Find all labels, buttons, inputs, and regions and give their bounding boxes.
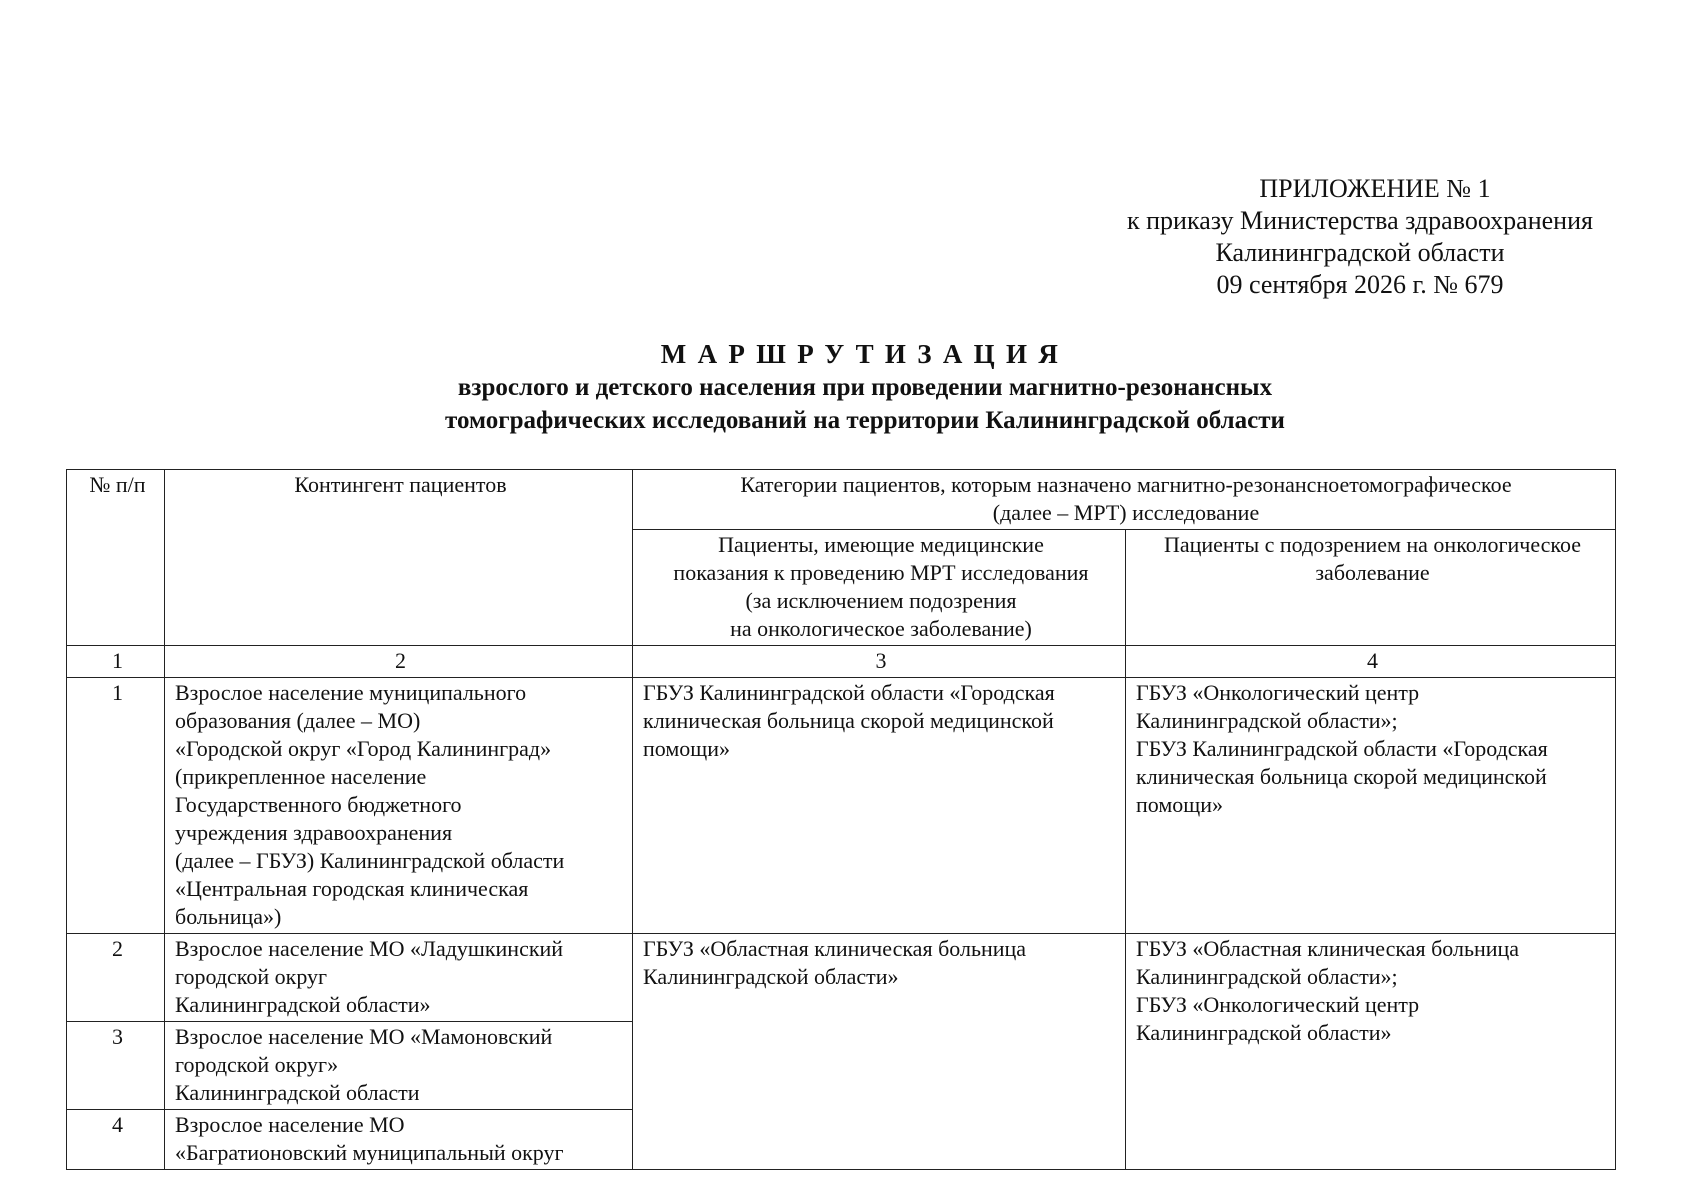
cell-line: Калининградской области»: [1136, 1020, 1392, 1045]
cell-line: помощи»: [1136, 792, 1223, 817]
header-line: показания к проведению МРТ исследования: [673, 560, 1089, 585]
table-row: [67, 678, 1616, 934]
table-header-row: [67, 470, 1616, 530]
header-number: № п/п: [67, 470, 165, 646]
cell-line: «Городской округ «Город Калининград»: [175, 736, 552, 761]
column-number: 4: [1126, 646, 1616, 678]
cell-line: ГБУЗ Калининградской области «Городская: [1136, 736, 1548, 761]
cell-line: Взрослое население МО «Ладушкинский: [175, 936, 564, 961]
cell-line: Калининградской области»;: [1136, 708, 1398, 733]
cell-line: больница»): [175, 904, 282, 929]
header-oncology-suspect: [1126, 530, 1616, 646]
table-row: [67, 934, 1616, 1022]
routing-table: [66, 469, 1616, 1170]
cell-line: Калининградской области»: [175, 992, 431, 1017]
header-line: на онкологическое заболевание): [730, 616, 1032, 641]
cell-line: Калининградской области»;: [1136, 964, 1398, 989]
cell-line: Взрослое население МО: [175, 1112, 405, 1137]
cell-line: образования (далее – МО): [175, 708, 421, 733]
header-categories: [633, 470, 1616, 530]
cell-line: ГБУЗ «Онкологический центр: [1136, 680, 1420, 705]
cell-line: Государственного бюджетного: [175, 792, 462, 817]
cell-line: «Багратионовский муниципальный округ: [175, 1140, 564, 1165]
header-line: Пациенты с подозрением на онкологическое: [1163, 532, 1582, 557]
cell-line: городской округ: [175, 964, 328, 989]
header-categories-line: Категории пациентов, которым назначено магнитно-резонансноетомографическое: [740, 472, 1512, 497]
indicated-facility-cell: [633, 678, 1126, 934]
column-number: 2: [165, 646, 633, 678]
header-indicated-patients: [633, 530, 1126, 646]
header-contingent: Контингент пациентов: [165, 470, 633, 646]
cell-line: клиническая больница скорой медицинской: [1136, 764, 1547, 789]
row-number: 2: [67, 934, 165, 1022]
cell-line: (далее – ГБУЗ) Калининградской области: [175, 848, 565, 873]
cell-line: ГБУЗ «Онкологический центр: [1136, 992, 1420, 1017]
oncology-facility-cell: [1126, 934, 1616, 1170]
cell-line: городской округ»: [175, 1052, 339, 1077]
cell-line: Взрослое население МО «Мамоновский: [175, 1024, 553, 1049]
contingent-cell: [165, 1110, 633, 1170]
row-number: 4: [67, 1110, 165, 1170]
header-categories-line: (далее – МРТ) исследование: [992, 500, 1260, 525]
indicated-facility-cell: [633, 934, 1126, 1170]
cell-line: «Центральная городская клиническая: [175, 876, 529, 901]
document-title: МАРШРУТИЗАЦИЯ: [660, 339, 1070, 369]
document-subtitle-line-2: томографических исследований на территории Калининградской области: [445, 407, 1285, 434]
row-number: 3: [67, 1022, 165, 1110]
document-title-block: [290, 337, 1440, 437]
contingent-cell: [165, 934, 633, 1022]
region-name: Калининградской области: [1215, 238, 1505, 267]
column-number-row: [67, 646, 1616, 678]
header-line: (за исключением подозрения: [745, 588, 1017, 613]
oncology-facility-cell: [1126, 678, 1616, 934]
cell-line: помощи»: [643, 736, 730, 761]
column-number: 3: [633, 646, 1126, 678]
appendix-header: [1080, 173, 1640, 301]
column-number: 1: [67, 646, 165, 678]
header-line: заболевание: [1315, 560, 1430, 585]
cell-line: ГБУЗ «Областная клиническая больница: [1136, 936, 1520, 961]
document-subtitle-line-1: взрослого и детского населения при проведении магнитно-резонансных: [457, 374, 1273, 401]
cell-line: Взрослое население муниципального: [175, 680, 527, 705]
cell-line: Калининградской области: [175, 1080, 420, 1105]
contingent-cell: [165, 678, 633, 934]
cell-line: ГБУЗ «Областная клиническая больница: [643, 936, 1027, 961]
row-number: 1: [67, 678, 165, 934]
cell-line: ГБУЗ Калининградской области «Городская: [643, 680, 1055, 705]
header-line: Пациенты, имеющие медицинские: [718, 532, 1044, 557]
cell-line: Калининградской области»: [643, 964, 899, 989]
appendix-title: ПРИЛОЖЕНИЕ № 1: [1259, 174, 1491, 203]
order-date-number: 09 сентября 2026 г. № 679: [1216, 270, 1504, 299]
cell-line: (прикрепленное население: [175, 764, 427, 789]
cell-line: учреждения здравоохранения: [175, 820, 453, 845]
order-reference: к приказу Министерства здравоохранения: [1127, 206, 1593, 235]
contingent-cell: [165, 1022, 633, 1110]
cell-line: клиническая больница скорой медицинской: [643, 708, 1054, 733]
